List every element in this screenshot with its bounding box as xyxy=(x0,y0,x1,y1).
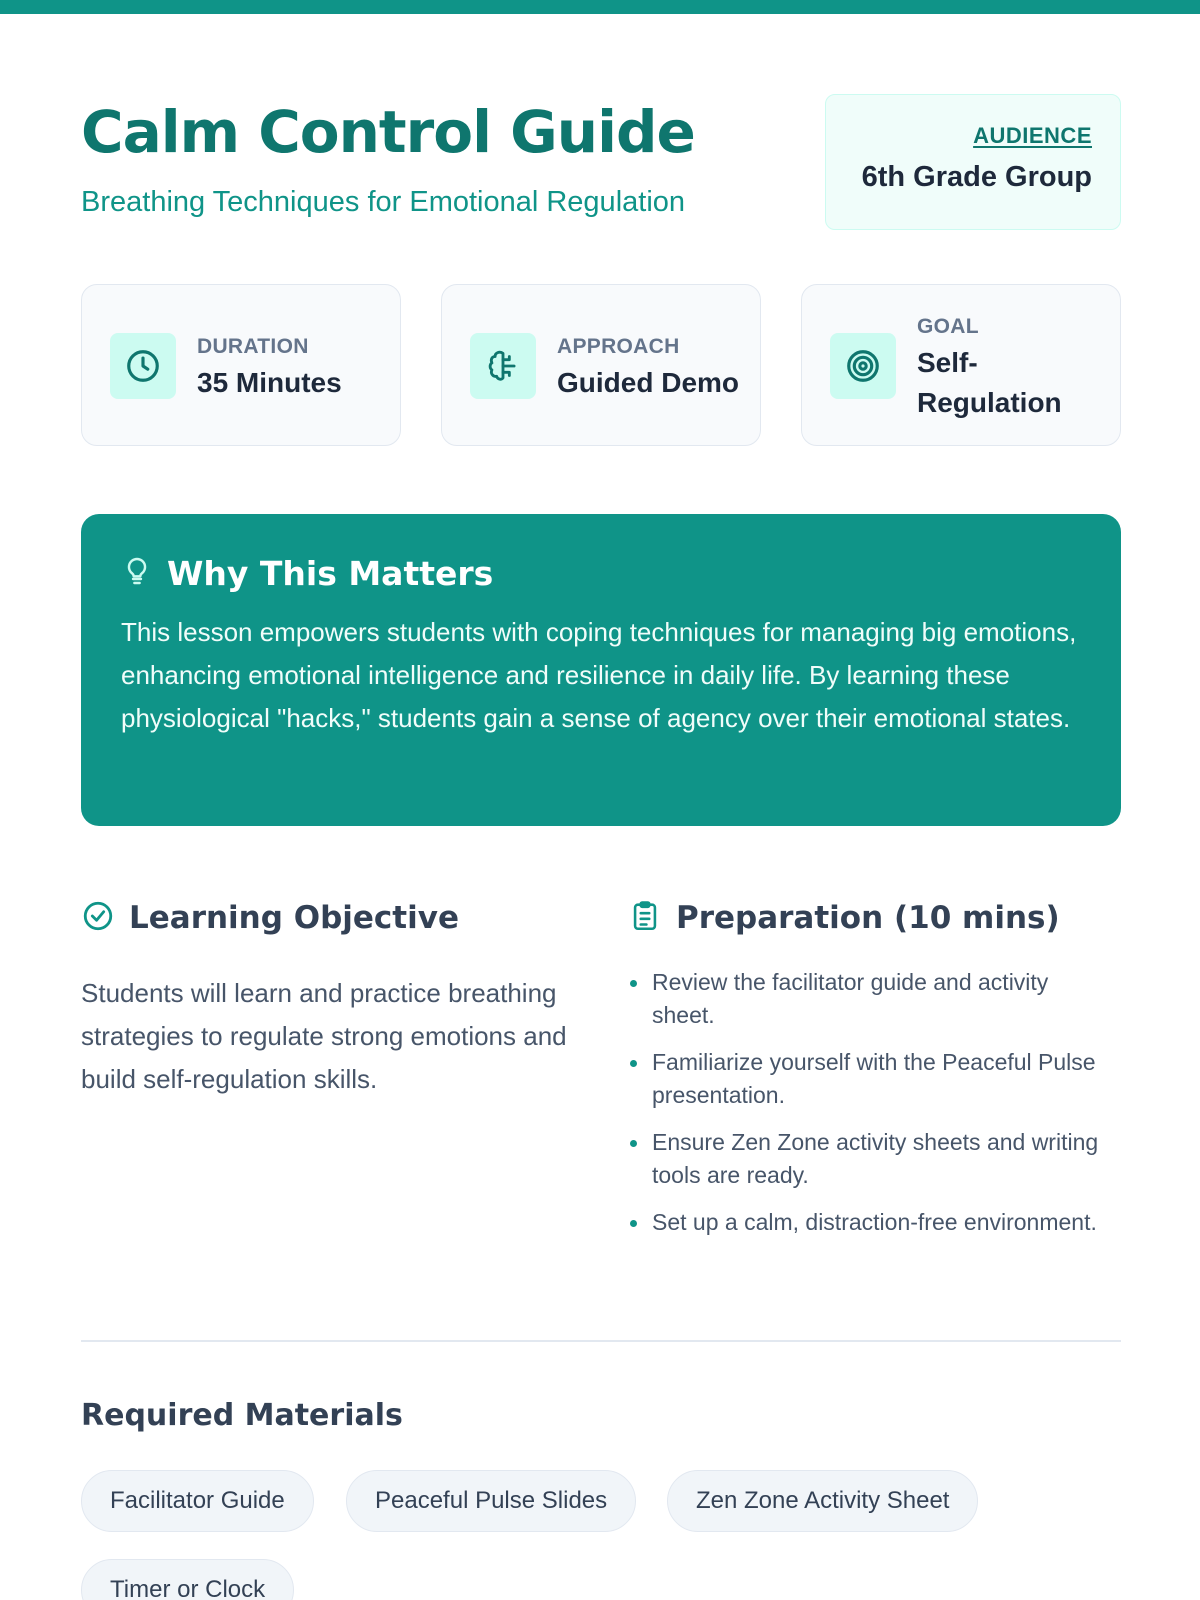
stat-label: GOAL xyxy=(917,315,979,338)
audience-box xyxy=(825,94,1121,230)
list-item: Set up a calm, distraction-free environment. xyxy=(652,1206,1102,1239)
list-item: Familiarize yourself with the Peaceful Pulse presentation. xyxy=(652,1046,1102,1112)
stats-row xyxy=(81,284,1121,446)
section-divider xyxy=(81,1340,1121,1342)
stat-value: Self-Regulation xyxy=(917,347,1062,418)
why-this-matters-box xyxy=(81,514,1121,826)
why-text: This lesson empowers students with coping techniques for managing big emotions, enhancing emotional intelligence and resilience in daily life. By learning these physiological "hacks," students gain a sense of agency over their emotional states. xyxy=(121,617,1077,733)
objective-text: Students will learn and practice breathing strategies to regulate strong emotions and build self-regulation skills. xyxy=(81,978,567,1094)
list-item: Review the facilitator guide and activity sheet. xyxy=(652,966,1102,1032)
stat-card-approach xyxy=(441,284,761,446)
target-icon xyxy=(830,333,896,399)
clipboard-icon xyxy=(628,899,676,938)
clock-icon xyxy=(110,333,176,399)
stat-label: DURATION xyxy=(197,335,309,358)
brain-icon xyxy=(470,333,536,399)
page-subtitle: Breathing Techniques for Emotional Regulation xyxy=(81,186,686,218)
page-title: Calm Control Guide xyxy=(81,98,695,166)
stat-value: Guided Demo xyxy=(557,367,740,398)
top-accent-bar xyxy=(0,0,1200,14)
objective-title: Learning Objective xyxy=(129,900,459,936)
header xyxy=(81,94,1121,234)
lightbulb-icon xyxy=(121,555,167,592)
check-circle-icon xyxy=(81,899,129,938)
materials-title: Required Materials xyxy=(81,1398,403,1433)
stat-value: 35 Minutes xyxy=(197,367,342,398)
material-chip: Facilitator Guide xyxy=(81,1470,314,1532)
list-item: Ensure Zen Zone activity sheets and writing tools are ready. xyxy=(652,1126,1102,1192)
preparation-section xyxy=(628,896,1099,1235)
material-chip: Zen Zone Activity Sheet xyxy=(667,1470,978,1532)
audience-value: 6th Grade Group xyxy=(861,161,1092,193)
learning-objective-section xyxy=(81,896,581,1101)
material-chip: Peaceful Pulse Slides xyxy=(346,1470,636,1532)
audience-label: AUDIENCE xyxy=(973,123,1092,148)
preparation-title: Preparation (10 mins) xyxy=(676,900,1060,936)
stat-card-goal xyxy=(801,284,1121,446)
stat-card-duration xyxy=(81,284,401,446)
material-chip: Timer or Clock xyxy=(81,1559,294,1600)
why-title: Why This Matters xyxy=(167,554,494,593)
stat-label: APPROACH xyxy=(557,335,680,358)
